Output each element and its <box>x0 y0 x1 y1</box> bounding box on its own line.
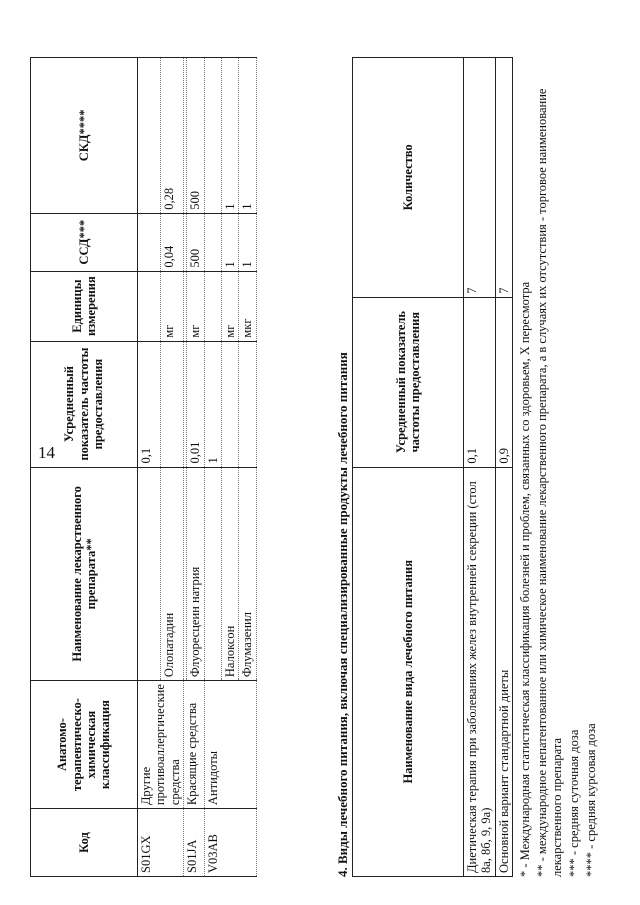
sdd-cell: 0,04 <box>161 213 184 271</box>
sdd-cell <box>204 213 221 271</box>
code-cell: V03AB <box>204 809 256 877</box>
drug-cell <box>138 467 161 681</box>
header-skd: СКД**** <box>31 58 138 214</box>
skd-cell: 1 <box>221 58 238 214</box>
nutrition-name-cell: Диетическая терапия при заболеваниях желез внутренней секреции (стол 8а, 8б, 9, 9а) <box>464 467 496 876</box>
drug-cell: Флумазенил <box>239 467 256 681</box>
header-quantity: Количество <box>353 58 464 298</box>
unit-cell <box>138 271 161 341</box>
sdd-cell: 1 <box>239 213 256 271</box>
drug-table <box>30 57 257 877</box>
footnote: *** - средняя суточная доза <box>567 729 581 877</box>
drug-cell <box>204 467 221 681</box>
sdd-cell: 1 <box>221 213 238 271</box>
nutrition-table <box>352 57 513 877</box>
drug-table-header-row <box>31 58 138 877</box>
skd-cell <box>204 58 221 214</box>
code-cell: S01GX <box>138 809 184 877</box>
frequency-cell <box>221 341 238 467</box>
footnote: **** - средняя курсовая доза <box>584 723 598 877</box>
header-sdd: ССД*** <box>31 213 138 271</box>
footnotes <box>518 57 601 877</box>
sdd-cell: 500 <box>187 213 204 271</box>
footnote: ** - международное непатентованное или химическое наименование лекарственного препарата, а в случаях их отсутствия - торговое наименование лекарственного препарата <box>535 88 564 877</box>
unit-cell: мг <box>187 271 204 341</box>
skd-cell: 500 <box>187 58 204 214</box>
quantity-cell: 7 <box>495 58 512 298</box>
unit-cell: мкг <box>239 271 256 341</box>
header-code: Код <box>31 809 138 877</box>
frequency-cell <box>161 341 184 467</box>
drug-cell: Олопатадин <box>161 467 184 681</box>
unit-cell: мг <box>161 271 184 341</box>
nutrition-frequency-cell: 0,9 <box>495 297 512 467</box>
header-nutrition-frequency: Усредненный показатель частоты предоставления <box>353 297 464 467</box>
table-row <box>204 58 221 877</box>
frequency-cell: 0,1 <box>138 341 161 467</box>
frequency-cell: 1 <box>204 341 221 467</box>
rotated-landscape-content <box>30 47 640 877</box>
table-row <box>138 58 161 877</box>
skd-cell <box>138 58 161 214</box>
section-4-heading: 4. Виды лечебного питания, включая специализированные продукты лечебного питания <box>335 352 350 877</box>
header-unit: Единицы измерения <box>31 271 138 341</box>
header-atc: Анатомо-терапевтическо-химическая классификация <box>31 681 138 809</box>
header-drug-name: Наименование лекарственного препарата** <box>31 467 138 681</box>
table-row <box>464 58 496 877</box>
skd-cell: 1 <box>239 58 256 214</box>
code-cell: S01JA <box>184 809 204 877</box>
nutrition-name-cell: Основной вариант стандартной диеты <box>495 467 512 876</box>
atc-cell: Другие противоаллергические средства <box>138 681 184 809</box>
quantity-cell: 7 <box>464 58 496 298</box>
skd-cell: 0,28 <box>161 58 184 214</box>
atc-cell: Красящие средства <box>184 681 204 809</box>
sdd-cell <box>138 213 161 271</box>
header-frequency: Усредненный показатель частоты предоставления <box>31 341 138 467</box>
unit-cell <box>204 271 221 341</box>
frequency-cell: 0,01 <box>187 341 204 467</box>
drug-cell: Налоксон <box>221 467 238 681</box>
footnote: * - Международная статистическая классификация болезней и проблем, связанных со здоровьем, X пересмотра <box>518 281 532 877</box>
table-row <box>495 58 512 877</box>
frequency-cell <box>239 341 256 467</box>
atc-cell: Антидоты <box>204 681 256 809</box>
drug-cell: Флуоресцеин натрия <box>187 467 204 681</box>
nutrition-frequency-cell: 0,1 <box>464 297 496 467</box>
header-nutrition-name: Наименование вида лечебного питания <box>353 467 464 876</box>
page-number: 14 <box>38 443 55 462</box>
unit-cell: мг <box>221 271 238 341</box>
nutrition-table-header-row <box>353 58 464 877</box>
